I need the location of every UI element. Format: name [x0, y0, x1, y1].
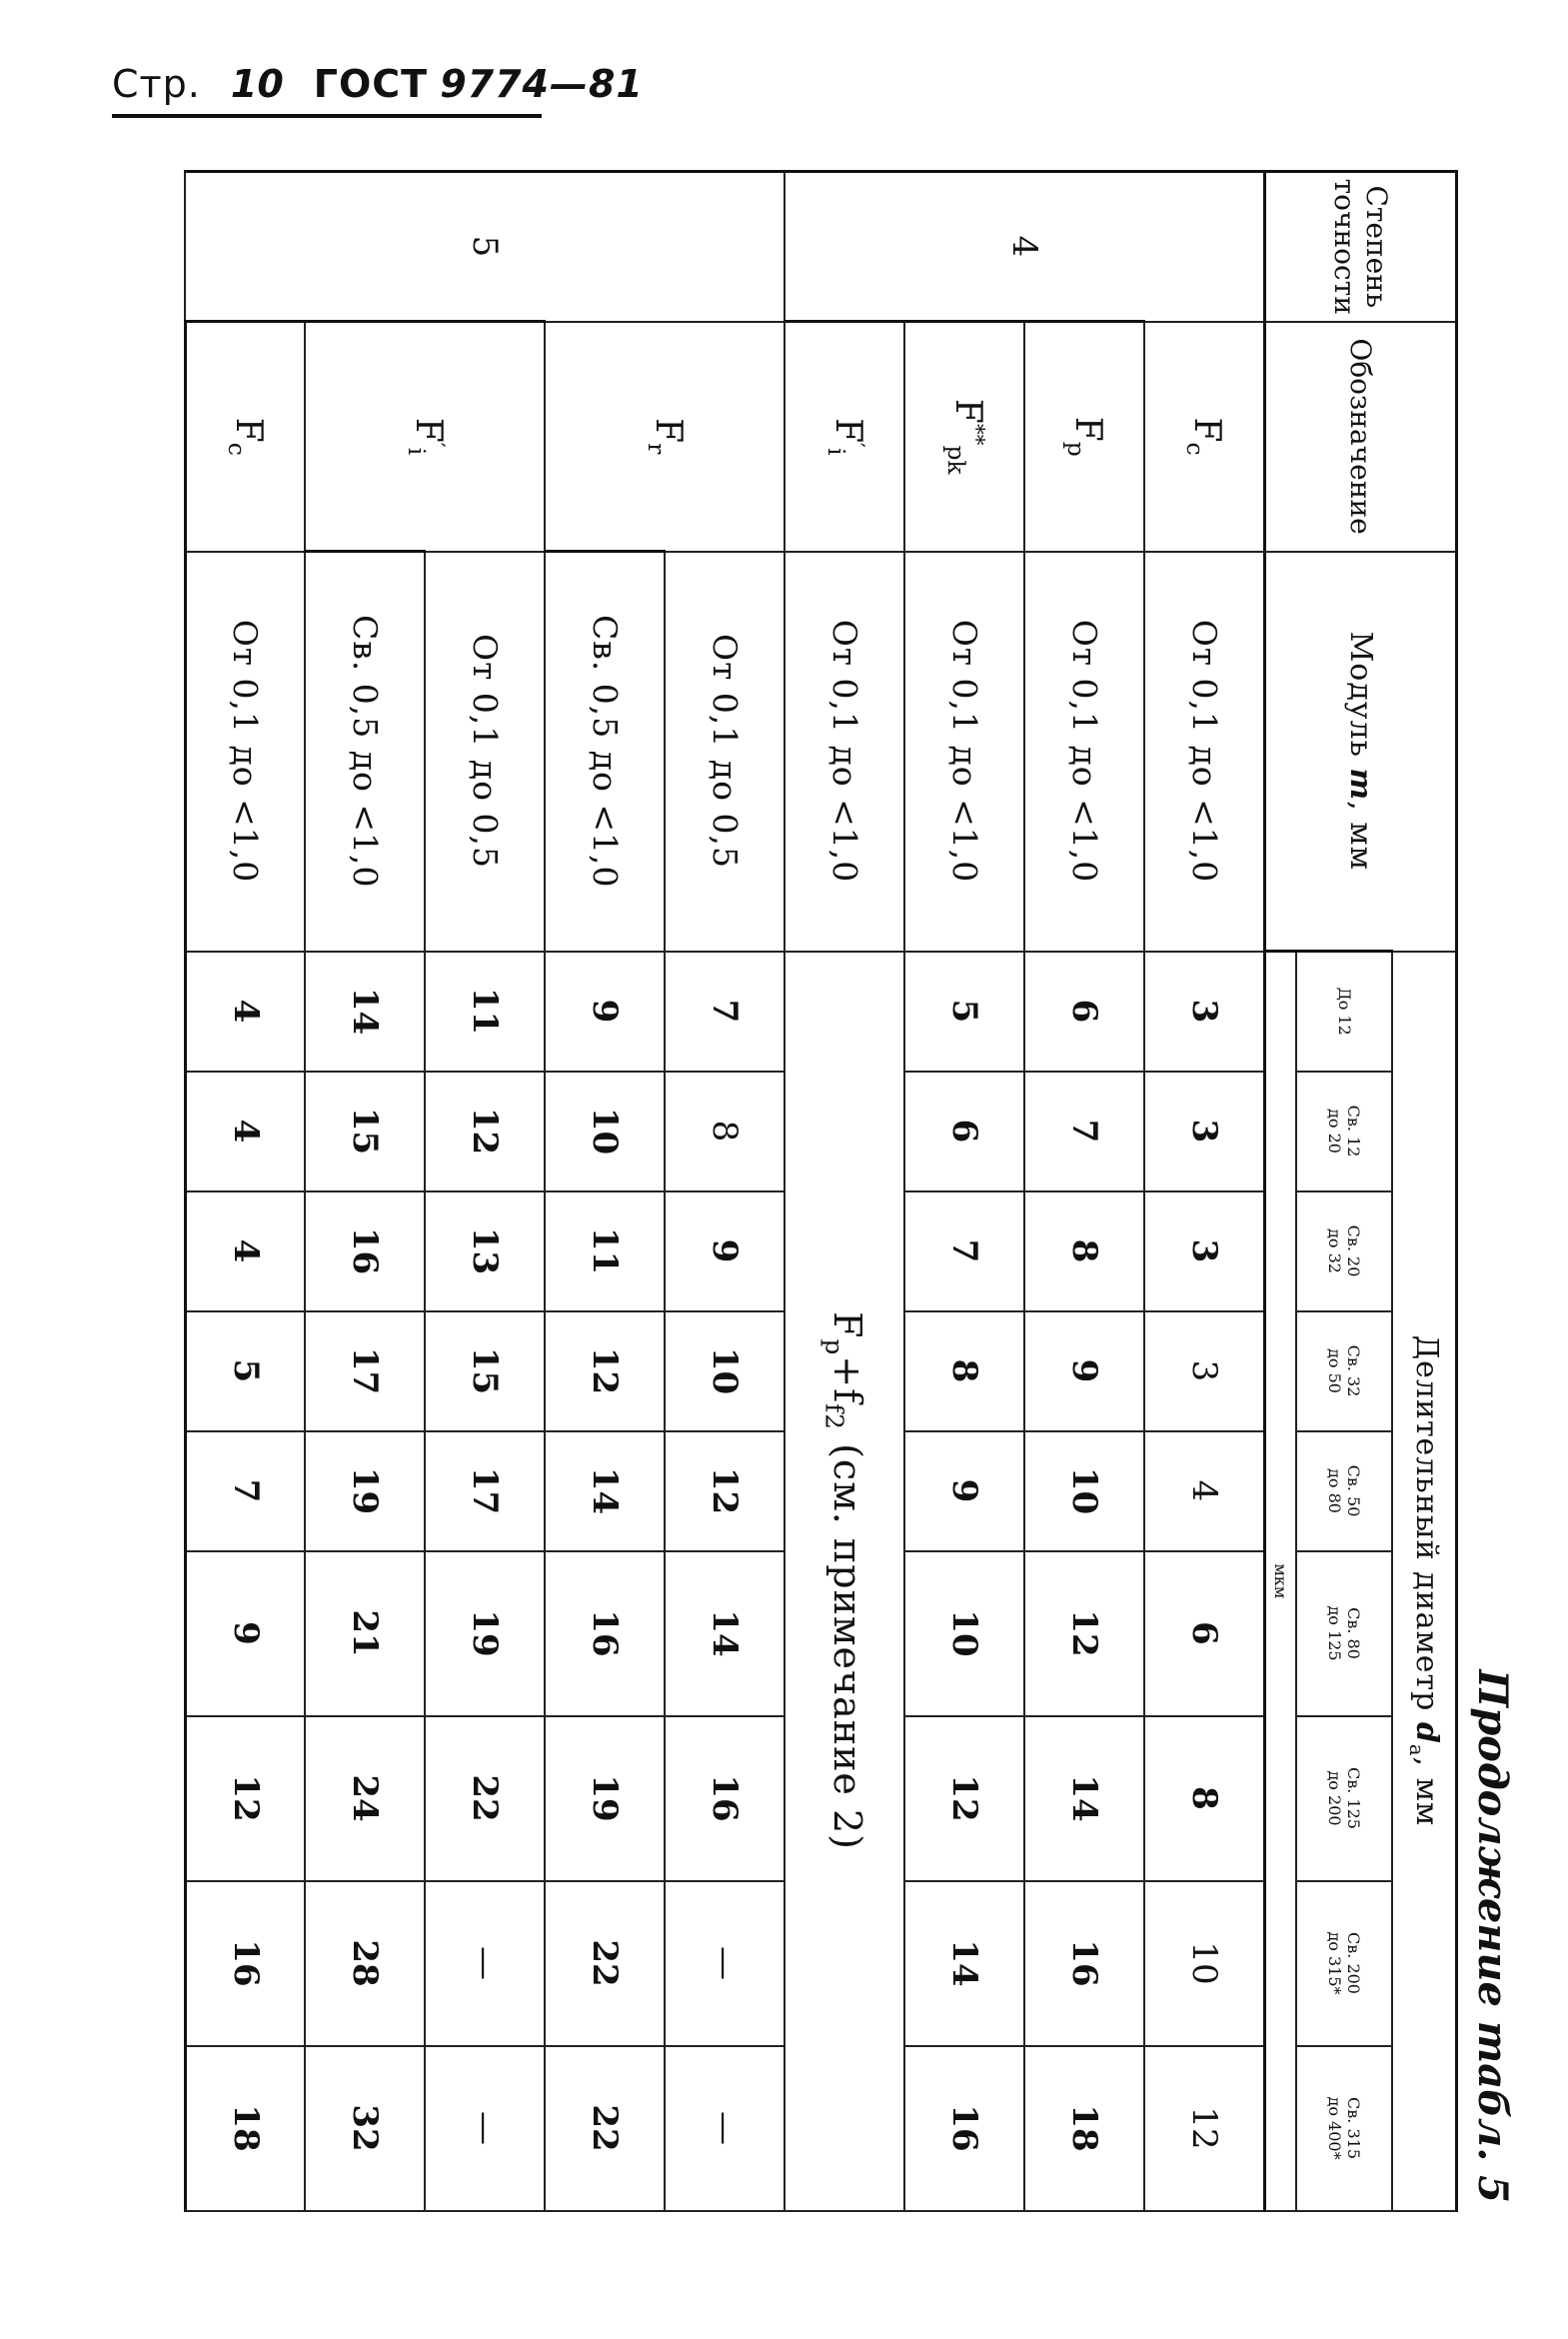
diameter-header-text: Делительный диаметр — [1408, 1334, 1444, 1722]
value-cell: 16 — [306, 1191, 426, 1311]
designation-superscript: ′ — [423, 442, 449, 448]
value-cell: 16 — [1025, 1881, 1145, 2046]
designation-cell — [306, 322, 546, 552]
column-range-from: До 12 — [1335, 987, 1354, 1036]
value-cell: 14 — [905, 1881, 1025, 2046]
standard-label: ГОСТ — [313, 62, 429, 106]
formula-symbol: F — [825, 1311, 870, 1339]
value-cell: 14 — [1025, 1716, 1145, 1881]
empty-value-cell: — — [666, 2046, 785, 2211]
formula-subscript-f2: f2 — [819, 1403, 849, 1431]
value-cell: 4 — [186, 1191, 306, 1311]
column-range-to: до 80 — [1325, 1468, 1345, 1513]
value-cell: 18 — [186, 2046, 306, 2211]
column-range-to: до 50 — [1325, 1348, 1345, 1393]
designation-subscript: c — [1181, 442, 1210, 456]
value-cell: 22 — [426, 1716, 546, 1881]
value-cell: 7 — [905, 1191, 1025, 1311]
module-cell: От 0,1 до <1,0 — [186, 552, 306, 952]
value-cell: 10 — [1025, 1431, 1145, 1551]
column-range-from: Св. 32 — [1344, 1344, 1364, 1397]
accuracy-grade-5: 5 — [186, 172, 785, 322]
value-cell: 14 — [306, 952, 426, 1072]
designation-cell — [785, 322, 905, 552]
column-range-from: Св. 125 — [1344, 1767, 1364, 1829]
empty-value-cell: — — [426, 1881, 546, 2046]
designation-symbol: F — [227, 417, 269, 443]
value-cell: 16 — [546, 1551, 666, 1716]
value-cell: 12 — [186, 1716, 306, 1881]
table-row — [1025, 172, 1145, 2211]
value-cell: 12 — [1145, 2046, 1265, 2211]
diameter-column-header — [1297, 1716, 1393, 1881]
value-cell: 9 — [186, 1551, 306, 1716]
value-cell: 28 — [306, 1881, 426, 2046]
table-row — [1145, 172, 1265, 2211]
value-cell: 9 — [905, 1431, 1025, 1551]
module-cell: От 0,1 до <1,0 — [1145, 552, 1265, 952]
grade-header: Степень точности — [1265, 172, 1457, 322]
diameter-header — [1393, 952, 1457, 2211]
column-range-from: Св. 200 — [1344, 1932, 1364, 1994]
module-header — [1265, 552, 1457, 952]
designation-cell — [546, 322, 785, 552]
value-cell: 19 — [426, 1551, 546, 1716]
column-range-to: до 125 — [1325, 1605, 1345, 1661]
value-cell: 21 — [306, 1551, 426, 1716]
value-cell: 10 — [905, 1551, 1025, 1716]
column-range-from: Св. 80 — [1344, 1607, 1364, 1659]
value-cell: 10 — [1145, 1881, 1265, 2046]
page-label: Стр. — [112, 62, 201, 106]
diameter-column-header — [1297, 1072, 1393, 1191]
diameter-subscript: a — [1404, 1743, 1428, 1757]
value-cell: 3 — [1145, 1191, 1265, 1311]
accuracy-table — [184, 170, 1458, 2212]
accuracy-grade-4: 4 — [785, 172, 1265, 322]
designation-subscript: pk — [941, 445, 970, 475]
designation-subscript: i — [821, 447, 850, 456]
module-cell: Св. 0,5 до <1,0 — [306, 552, 426, 952]
value-cell: 8 — [1025, 1191, 1145, 1311]
diameter-column-header — [1297, 1551, 1393, 1716]
formula-subscript-p: p — [819, 1338, 849, 1356]
formula-note: (см. примечание 2) — [825, 1430, 870, 1850]
value-cell: 22 — [546, 2046, 666, 2211]
value-cell: 12 — [546, 1311, 666, 1431]
designation-cell — [186, 322, 306, 552]
column-range-from: Св. 20 — [1344, 1224, 1364, 1277]
unit-row: мкм — [1265, 952, 1297, 2211]
designation-superscript: ** — [962, 423, 988, 446]
value-cell: 14 — [666, 1551, 785, 1716]
column-range-to: до 315* — [1325, 1931, 1345, 1995]
value-cell: 32 — [306, 2046, 426, 2211]
designation-subscript: i — [402, 447, 431, 456]
diameter-column-header — [1297, 1881, 1393, 2046]
module-cell: От 0,1 до 0,5 — [426, 552, 546, 952]
value-cell: 13 — [426, 1191, 546, 1311]
value-cell: 24 — [306, 1716, 426, 1881]
designation-cell — [905, 322, 1025, 552]
value-cell: 16 — [905, 2046, 1025, 2211]
value-cell: 11 — [426, 952, 546, 1072]
value-cell: 7 — [1025, 1072, 1145, 1191]
value-cell: 18 — [1025, 2046, 1145, 2211]
value-cell: 16 — [666, 1716, 785, 1881]
value-cell: 9 — [546, 952, 666, 1072]
table-title: Продолжение табл. 5 — [1469, 1669, 1516, 2203]
value-cell: 9 — [666, 1191, 785, 1311]
standard-designation — [314, 62, 644, 106]
value-cell: 12 — [905, 1716, 1025, 1881]
designation-symbol: F — [647, 418, 689, 444]
module-cell: От 0,1 до 0,5 — [666, 552, 785, 952]
value-cell: 6 — [1025, 952, 1145, 1072]
column-range-to: до 400* — [1325, 2096, 1345, 2160]
designation-subscript: r — [642, 443, 671, 455]
column-range-to: до 200 — [1325, 1770, 1345, 1826]
diameter-column-header — [1297, 1191, 1393, 1311]
column-range-from: Св. 315 — [1344, 2097, 1364, 2159]
diameter-column-header — [1297, 1311, 1393, 1431]
value-cell: 12 — [666, 1431, 785, 1551]
value-cell: 5 — [186, 1311, 306, 1431]
column-range-from: Св. 12 — [1344, 1105, 1364, 1158]
value-cell: 11 — [546, 1191, 666, 1311]
diameter-column-header — [1297, 1431, 1393, 1551]
designation-symbol: F — [1066, 416, 1108, 442]
value-cell: 15 — [306, 1072, 426, 1191]
table-row — [666, 172, 785, 2211]
value-cell: 12 — [426, 1072, 546, 1191]
value-cell: 16 — [186, 1881, 306, 2046]
value-cell: 7 — [186, 1431, 306, 1551]
empty-value-cell: — — [426, 2046, 546, 2211]
designation-subscript: c — [222, 442, 251, 456]
table-row — [426, 172, 546, 2211]
value-cell: 3 — [1145, 1072, 1265, 1191]
column-range-from: Св. 50 — [1344, 1464, 1364, 1517]
diameter-unit: , мм — [1408, 1756, 1444, 1827]
value-cell: 10 — [546, 1072, 666, 1191]
diameter-column-header — [1297, 2046, 1393, 2211]
column-range-to: до 32 — [1325, 1228, 1345, 1273]
designation-superscript: ′ — [842, 443, 868, 448]
module-cell: От 0,1 до <1,0 — [905, 552, 1025, 952]
standard-number: 9774—81 — [440, 62, 644, 106]
designation-symbol: F — [826, 418, 868, 444]
designation-symbol: F — [1186, 417, 1228, 443]
value-cell: 22 — [546, 1881, 666, 2046]
value-cell: 19 — [546, 1716, 666, 1881]
value-cell: 4 — [186, 952, 306, 1072]
value-cell: 12 — [1025, 1551, 1145, 1716]
value-cell: 10 — [666, 1311, 785, 1431]
module-symbol: m — [1343, 768, 1378, 802]
value-cell: 8 — [1145, 1716, 1265, 1881]
designation-symbol: F — [946, 398, 988, 424]
value-cell: 4 — [186, 1072, 306, 1191]
value-cell: 15 — [426, 1311, 546, 1431]
formula-plus: +f — [825, 1355, 870, 1404]
formula-cell — [785, 952, 905, 2211]
designation-cell — [1025, 322, 1145, 552]
column-range-to: до 20 — [1325, 1109, 1345, 1154]
module-header-text: Модуль — [1343, 631, 1378, 769]
header-rule — [112, 114, 542, 118]
value-cell: 3 — [1145, 952, 1265, 1072]
module-unit: , мм — [1343, 801, 1378, 871]
value-cell: 14 — [546, 1431, 666, 1551]
designation-header: Обозначение — [1265, 322, 1457, 552]
diameter-symbol: d — [1408, 1721, 1444, 1744]
module-cell: От 0,1 до <1,0 — [785, 552, 905, 952]
value-cell: 4 — [1145, 1431, 1265, 1551]
table-row — [905, 172, 1025, 2211]
value-cell: 7 — [666, 952, 785, 1072]
rotated-table-block — [111, 170, 1520, 2209]
value-cell: 3 — [1145, 1311, 1265, 1431]
diameter-column-header — [1297, 952, 1393, 1072]
value-cell: 17 — [426, 1431, 546, 1551]
value-cell: 17 — [306, 1311, 426, 1431]
value-cell: 19 — [306, 1431, 426, 1551]
designation-symbol: F — [407, 417, 449, 443]
value-cell: 6 — [1145, 1551, 1265, 1716]
value-cell: 8 — [666, 1072, 785, 1191]
value-cell: 5 — [905, 952, 1025, 1072]
value-cell: 9 — [1025, 1311, 1145, 1431]
designation-cell — [1145, 322, 1265, 552]
empty-value-cell: — — [666, 1881, 785, 2046]
table-row — [785, 172, 905, 2211]
value-cell: 8 — [905, 1311, 1025, 1431]
designation-subscript: p — [1061, 441, 1090, 457]
value-cell: 6 — [905, 1072, 1025, 1191]
page-number: 10 — [230, 62, 284, 106]
table-row — [186, 172, 306, 2211]
module-cell: Св. 0,5 до <1,0 — [546, 552, 666, 952]
module-cell: От 0,1 до <1,0 — [1025, 552, 1145, 952]
